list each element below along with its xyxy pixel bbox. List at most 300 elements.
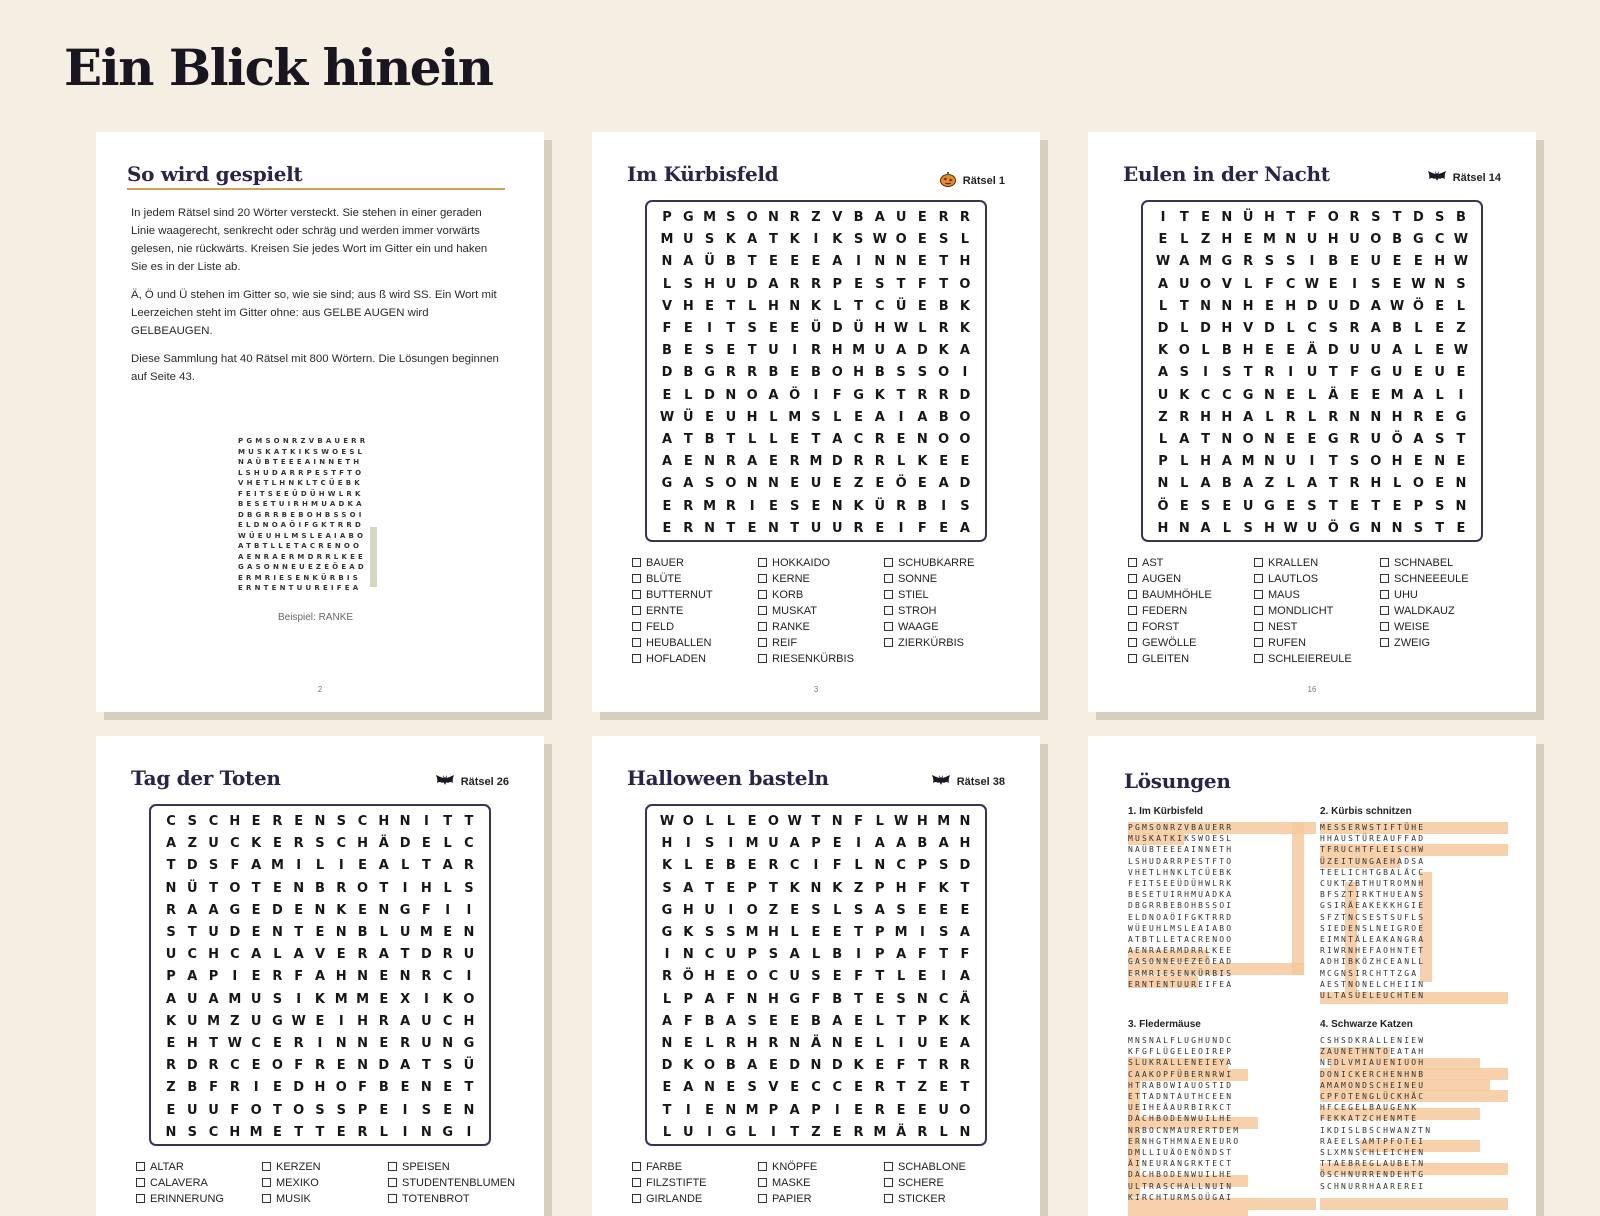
grid-letter: H [1391, 454, 1403, 470]
grid-letter: E [726, 1080, 736, 1096]
word-list [136, 1160, 514, 1206]
grid-letter: E [421, 836, 431, 852]
solution-grid: PGMSONRZVBAUERR MUSKATKIKSWOESL NAÜBTEEEAINNETH LSHUDARRPESTFTO VHETLHNKLTCÜEBK FEITSEEÜDÜHWLRK BESETUIRHMUADKA DBGRRBEBOHBSSOI ELDNOAÖIFGKTRRD WÜEUHLMSLEAIABO ATBTLLETACRENOO AENRAERMDRRLKEE GASONNEUEZEÖEAD ERMRIESENKÜRBIS ERNTENTUUREIFEA [1128, 823, 1234, 989]
title-underline [127, 188, 505, 190]
grid-letter: I [296, 858, 302, 874]
grid-row [647, 992, 985, 1007]
grid-letter: S [187, 1124, 197, 1140]
howto-page [96, 132, 544, 712]
word-checkbox-item: KERZEN [262, 1160, 388, 1174]
grid-letter: E [875, 476, 885, 492]
grid-letter: N [335, 1036, 347, 1051]
grid-row [151, 1014, 489, 1029]
grid-letter: K [789, 880, 800, 896]
grid-letter: W [1453, 254, 1469, 270]
howto-paragraph-3: Diese Sammlung hat 40 Rätsel mit 800 Wörtern. Die Lösungen beginnen auf Seite 43. [131, 353, 499, 383]
grid-letter: N [335, 925, 347, 940]
grid-letter: E [705, 1102, 714, 1118]
grid-row [1143, 299, 1481, 314]
grid-letter: N [1221, 298, 1233, 314]
grid-letter: D [661, 1058, 673, 1074]
grid-letter: F [854, 969, 863, 985]
grid-letter: P [208, 969, 219, 985]
grid-letter: R [789, 454, 800, 470]
grid-letter: F [960, 947, 970, 963]
grid-letter: G [272, 1013, 283, 1029]
grid-letter: Z [1264, 476, 1275, 492]
grid-letter: U [208, 925, 219, 940]
grid-letter: U [704, 902, 715, 918]
grid-letter: R [1349, 432, 1360, 447]
grid-letter: C [336, 836, 347, 852]
grid-letter: B [1455, 210, 1466, 225]
solution-grid: MESSERWSTIFTÜHE HHAUSTÜREAUFFAD TFRUCHTFLEISCHW ÜZEITUNGAEHADSA TEELICHTGBALÄCC CUKTZBTHUTROMNH BFSZTIRKTHUEANS GSIRÄEAKEKKHGIE SFZTNCSESTSUFLS SIEDENSLNEIGROE EIMNTÄLEAKANGRA RIWRNHEFAOHNTET ADHIBKÖZHCEANLL MCGNSIRCHTTZGA AESTNONELCHEIIN ULTASÜELEUCHTEN [1320, 823, 1426, 1001]
grid-letter: L [1180, 321, 1189, 336]
grid-letter: T [896, 276, 906, 292]
grid-letter: L [918, 321, 927, 336]
grid-letter: N [165, 1124, 177, 1140]
grid-letter: U [917, 1036, 928, 1051]
grid-letter: G [1349, 520, 1360, 536]
grid-letter: O [767, 814, 779, 829]
grid-letter: E [379, 1102, 389, 1118]
word-checkbox-item: PAPIER [758, 1192, 884, 1206]
grid-letter: T [1371, 498, 1381, 514]
grid-letter: U [187, 1102, 198, 1118]
grid-letter: R [272, 814, 283, 829]
grid-letter: S [336, 1102, 346, 1118]
grid-letter: S [768, 947, 779, 963]
grid-letter: B [1328, 254, 1339, 270]
grid-letter: K [810, 298, 821, 314]
grid-letter: A [1157, 365, 1169, 381]
grid-letter: P [875, 947, 885, 963]
grid-letter: M [852, 343, 865, 359]
grid-letter: R [378, 1013, 389, 1029]
grid-letter: R [229, 1080, 240, 1096]
grid-letter: E [854, 409, 863, 425]
grid-letter: N [1455, 498, 1467, 514]
grid-letter: Ä [378, 836, 389, 852]
grid-letter: N [442, 1036, 454, 1051]
grid-letter: N [378, 902, 390, 918]
grid-letter: F [294, 969, 304, 985]
puzzle-tag [939, 170, 1005, 191]
grid-letter: L [747, 298, 757, 314]
grid-letter: M [1241, 454, 1255, 470]
grid-letter: S [790, 498, 800, 514]
grid-letter: E [443, 1102, 453, 1118]
grid-letter: M [270, 858, 284, 874]
grid-letter: N [767, 210, 779, 225]
grid-letter: R [959, 210, 970, 225]
grid-letter: E [1456, 454, 1466, 470]
grid-letter: L [1307, 409, 1317, 425]
grid-letter: N [831, 1036, 843, 1051]
grid-letter: T [960, 1080, 970, 1096]
grid-letter: K [832, 232, 843, 248]
grid-letter: N [1370, 409, 1382, 425]
grid-letter: N [1263, 432, 1275, 447]
word-checkbox-item: STUDENTENBLUMEN [388, 1176, 514, 1190]
grid-letter: U [725, 409, 737, 425]
grid-letter: E [358, 902, 367, 918]
grid-letter: R [208, 1058, 219, 1074]
grid-letter: I [685, 1102, 691, 1118]
grid-letter: H [1242, 343, 1254, 359]
grid-letter: C [251, 1036, 261, 1051]
grid-letter: I [813, 387, 819, 403]
grid-row [1143, 388, 1481, 403]
grid-letter: I [1203, 365, 1208, 381]
grid-letter: G [442, 1124, 453, 1140]
grid-letter: P [917, 858, 928, 874]
grid-letter: F [230, 858, 240, 874]
grid-letter: P [166, 969, 176, 985]
grid-letter: S [272, 991, 283, 1007]
grid-letter: N [357, 1036, 368, 1051]
grid-row [1143, 232, 1481, 247]
grid-letter: O [746, 902, 758, 918]
grid-letter: D [1412, 210, 1424, 225]
grid-row [647, 499, 985, 514]
grid-letter: E [683, 321, 693, 336]
grid-letter: R [938, 1058, 949, 1074]
grid-letter: K [336, 902, 347, 918]
grid-letter: E [1243, 232, 1253, 248]
grid-letter: A [293, 947, 304, 963]
grid-letter: U [1434, 365, 1445, 381]
grid-letter: E [1350, 387, 1359, 403]
grid-letter: C [1434, 232, 1445, 248]
grid-letter: R [442, 947, 453, 963]
grid-letter: O [959, 276, 971, 292]
page-heading: Ein Blick hinein [64, 38, 493, 97]
grid-letter: I [898, 1036, 904, 1051]
grid-letter: S [421, 1102, 432, 1118]
word-checkbox-item: FILZSTIFTE [632, 1176, 758, 1190]
grid-letter: T [315, 1124, 325, 1140]
grid-letter: B [725, 858, 736, 874]
grid-letter: E [854, 1102, 863, 1118]
grid-letter: S [811, 409, 821, 425]
grid-letter: T [896, 1013, 906, 1029]
grid-letter: S [1371, 276, 1381, 292]
grid-letter: A [1413, 387, 1424, 403]
grid-letter: W [227, 1036, 243, 1051]
solution-grid: CSHSDKRALLENIEW ZAUNETHNTOEATAH NEDLVMIAUENIUOH DONICKERCHENHNB AMAMONDSCHEINEU CPFOTENGLÜCKHÄC HFCEGELBAUGENK FEKKATZCHENMTE IKDISLBSCHWANZTN RAEELSAMTPFOTEI SLXMNSCHLEICHEN TTAEBREGLAUBETN ÖSCHNURRENDEHTG SCHNURRHAAREREI [1320, 1036, 1433, 1191]
grid-letter: E [790, 365, 800, 381]
grid-letter: A [1200, 520, 1211, 536]
grid-letter: L [1392, 476, 1402, 492]
grid-letter: A [1157, 276, 1169, 292]
grid-letter: A [768, 276, 779, 292]
word-checkbox-item: ERNTE [632, 604, 758, 618]
grid-letter: A [208, 991, 219, 1007]
grid-letter: O [746, 210, 758, 225]
grid-letter: H [229, 1124, 241, 1140]
grid-letter: L [726, 814, 735, 829]
grid-letter: L [747, 432, 757, 447]
grid-letter: R [661, 969, 672, 985]
puzzle-number: Rätsel 38 [956, 775, 1005, 788]
grid-row [1143, 521, 1481, 536]
puzzle-number: Rätsel 14 [1452, 171, 1501, 184]
grid-letter: B [357, 925, 368, 940]
grid-letter: N [165, 880, 177, 896]
grid-row [647, 299, 985, 314]
word-checkbox-item: SCHLEIEREULE [1254, 652, 1380, 666]
grid-letter: Ü [463, 1058, 475, 1074]
grid-letter: U [1327, 298, 1339, 314]
grid-letter: A [896, 343, 907, 359]
grid-row [151, 836, 489, 851]
grid-letter: I [941, 498, 947, 514]
grid-letter: B [811, 1013, 821, 1029]
grid-letter: W [1304, 276, 1320, 292]
grid-letter: E [1435, 343, 1445, 359]
grid-letter: W [893, 814, 909, 829]
grid-letter: C [187, 947, 198, 963]
grid-letter: T [854, 298, 863, 314]
grid-letter: F [421, 902, 431, 918]
grid-letter: K [938, 880, 949, 896]
grid-row [647, 210, 985, 225]
howto-paragraph-2: Ä, Ö und Ü stehen im Gitter so, wie sie sind; aus ß wird SS. Ein Wort mit Leerzeichen steht im Gitter ohne: aus GELBE AUGEN wird GELBEAUGEN. [131, 289, 497, 337]
grid-letter: Z [853, 476, 864, 492]
grid-letter: S [1286, 254, 1296, 270]
grid-letter: L [875, 1036, 884, 1051]
grid-letter: U [250, 1013, 262, 1029]
grid-letter: B [853, 210, 864, 225]
grid-letter: I [834, 1102, 840, 1118]
grid-letter: A [832, 1013, 843, 1029]
page-number: 16 [1307, 685, 1317, 694]
word-checkbox-item: FEDERN [1128, 604, 1254, 618]
grid-letter: H [1157, 520, 1169, 536]
grid-row [1143, 254, 1481, 269]
grid-letter: L [790, 925, 799, 940]
grid-letter: R [725, 365, 736, 381]
grid-letter: A [1243, 409, 1254, 425]
word-checkbox-item: BUTTERNUT [632, 588, 758, 602]
grid-letter: E [1392, 254, 1402, 270]
word-checkbox-item: WAAGE [884, 620, 1010, 634]
grid-letter: U [725, 947, 737, 963]
grid-letter: U [938, 1102, 949, 1118]
grid-letter: I [856, 836, 861, 852]
grid-letter: I [856, 254, 861, 270]
grid-row [1143, 499, 1481, 514]
grid-letter: R [336, 880, 347, 896]
grid-letter: U [1349, 343, 1360, 359]
grid-letter: N [1434, 454, 1446, 470]
grid-letter: Ü [853, 321, 864, 336]
grid-letter: Z [166, 1080, 176, 1096]
grid-letter: R [314, 1058, 325, 1074]
grid-letter: T [1179, 298, 1189, 314]
grid-letter: I [728, 836, 734, 852]
grid-letter: R [874, 432, 885, 447]
grid-letter: E [683, 1036, 693, 1051]
grid-letter: E [379, 991, 389, 1007]
grid-letter: O [831, 365, 843, 381]
grid-letter: V [661, 298, 673, 314]
grid-letter: D [420, 947, 432, 963]
grid-letter: W [872, 232, 887, 248]
grid-letter: N [916, 432, 928, 447]
grid-letter: I [232, 969, 238, 985]
grid-row [151, 925, 489, 940]
word-checkbox-item: CALAVERA [136, 1176, 262, 1190]
grid-letter: H [831, 343, 843, 359]
grid-letter: E [854, 1013, 863, 1029]
grid-letter: N [895, 254, 907, 270]
grid-letter: E [272, 880, 282, 896]
grid-row [647, 1058, 985, 1073]
grid-letter: S [166, 925, 176, 940]
grid-letter: C [875, 298, 885, 314]
word-checkbox-item: HOKKAIDO [758, 556, 884, 570]
grid-letter: H [853, 365, 864, 381]
grid-letter: B [832, 991, 843, 1007]
empty-cell [1380, 652, 1506, 666]
grid-letter: E [832, 969, 842, 985]
empty-cell [884, 652, 1010, 666]
grid-letter: T [379, 880, 389, 896]
grid-letter: L [960, 232, 970, 248]
grid-letter: T [464, 814, 474, 829]
grid-letter: H [1263, 210, 1275, 225]
grid-letter: F [358, 1080, 367, 1096]
grid-letter: R [938, 210, 949, 225]
grid-letter: L [443, 836, 452, 852]
grid-letter: H [1391, 409, 1403, 425]
grid-letter: L [273, 947, 282, 963]
grid-letter: E [315, 1013, 325, 1029]
grid-letter: A [874, 409, 885, 425]
grid-letter: A [938, 836, 949, 852]
grid-letter: E [705, 409, 714, 425]
grid-letter: H [1370, 476, 1382, 492]
grid-letter: N [1285, 232, 1297, 248]
grid-letter: F [1307, 210, 1317, 225]
grid-letter: L [896, 454, 906, 470]
grid-letter: R [810, 276, 821, 292]
grid-letter: R [357, 1124, 368, 1140]
grid-letter: A [768, 387, 779, 403]
grid-letter: B [874, 365, 885, 381]
grid-letter: H [186, 1036, 198, 1051]
grid-letter: E [1435, 409, 1445, 425]
puzzle-title: Tag der Toten [131, 766, 281, 790]
grid-letter: M [788, 409, 802, 425]
grid-letter: W [893, 321, 909, 336]
grid-letter: E [768, 321, 778, 336]
grid-letter: I [1458, 387, 1464, 403]
grid-letter: W [787, 814, 802, 829]
grid-letter: D [959, 476, 971, 492]
grid-letter: D [704, 387, 715, 403]
grid-letter: E [1286, 498, 1296, 514]
grid-letter: N [831, 814, 843, 829]
letter-grid [645, 804, 987, 1146]
grid-letter: E [726, 969, 736, 985]
grid-row [151, 858, 489, 873]
example-highlight-ranke [370, 527, 377, 587]
grid-letter: C [1285, 276, 1296, 292]
grid-letter: F [896, 1058, 906, 1074]
grid-letter: L [769, 432, 778, 447]
grid-letter: S [726, 210, 736, 225]
grid-letter: E [272, 1080, 282, 1096]
grid-letter: E [875, 520, 885, 536]
grid-letter: Ö [895, 476, 907, 492]
grid-letter: L [443, 880, 452, 896]
grid-letter: E [683, 343, 693, 359]
grid-letter: L [769, 409, 778, 425]
grid-letter: B [1221, 343, 1232, 359]
grid-letter: Ö [1327, 520, 1339, 536]
grid-letter: G [1455, 409, 1467, 425]
grid-letter: L [400, 858, 410, 874]
grid-letter: S [811, 902, 821, 918]
grid-letter: I [813, 858, 819, 874]
grid-letter: P [917, 1013, 928, 1029]
word-checkbox-item: SCHABLONE [884, 1160, 1010, 1174]
grid-letter: S [938, 858, 949, 874]
grid-letter: H [1200, 409, 1211, 425]
grid-letter: U [250, 991, 262, 1007]
grid-letter: D [746, 276, 758, 292]
grid-letter: I [1160, 210, 1166, 225]
grid-letter: F [832, 387, 842, 403]
grid-letter: F [209, 1080, 218, 1096]
grid-letter: Ä [810, 1036, 821, 1051]
grid-letter: S [747, 1080, 757, 1096]
grid-letter: L [684, 387, 693, 403]
grid-letter: O [746, 969, 758, 985]
grid-letter: N [831, 498, 843, 514]
grid-letter: G [463, 1036, 475, 1051]
word-checkbox-item: SCHNEEEULE [1380, 572, 1506, 586]
grid-letter: Z [811, 210, 821, 225]
grid-letter: K [959, 321, 970, 336]
grid-letter: B [811, 365, 821, 381]
word-checkbox-item: STIEL [884, 588, 1010, 602]
grid-letter: H [682, 298, 694, 314]
grid-letter: S [662, 880, 672, 896]
word-checkbox-item: KORB [758, 588, 884, 602]
grid-letter: L [1456, 298, 1466, 314]
grid-letter: R [747, 365, 758, 381]
grid-letter: L [1414, 343, 1423, 359]
grid-letter: D [272, 902, 283, 918]
grid-letter: M [873, 1124, 887, 1140]
grid-letter: I [253, 1080, 259, 1096]
grid-letter: L [1286, 321, 1295, 336]
grid-letter: S [442, 1058, 453, 1074]
grid-row [151, 969, 489, 984]
grid-letter: N [399, 969, 411, 985]
word-checkbox-item: MUSKAT [758, 604, 884, 618]
grid-letter: A [959, 1036, 970, 1051]
grid-letter: L [1286, 476, 1295, 492]
grid-row [647, 1014, 985, 1029]
grid-letter: H [767, 298, 779, 314]
grid-letter: K [917, 454, 928, 470]
grid-letter: R [1179, 409, 1190, 425]
